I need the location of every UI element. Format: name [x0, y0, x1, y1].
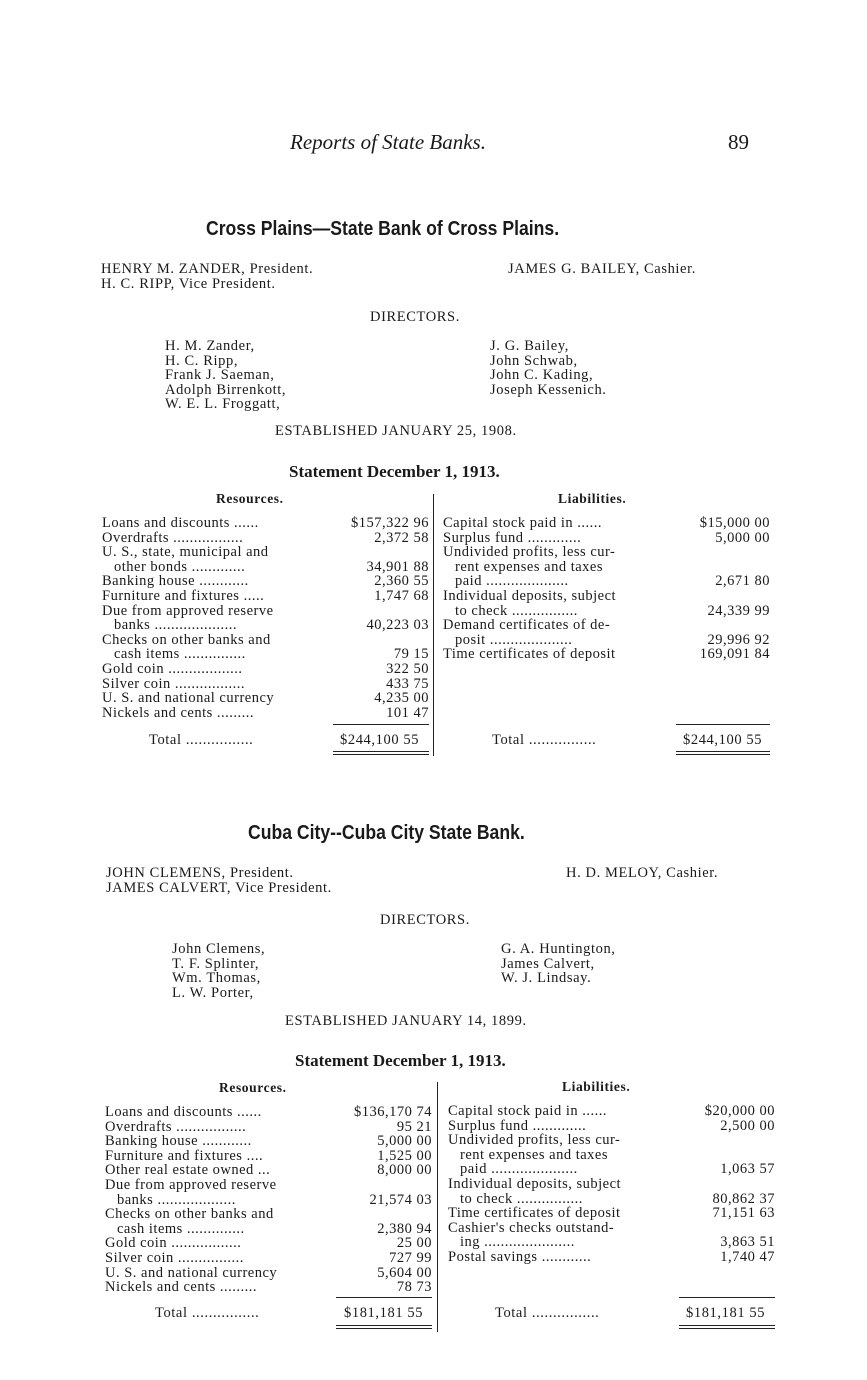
- established-date: ESTABLISHED JANUARY 25, 1908.: [275, 423, 517, 439]
- row-amount: $20,000 00: [704, 1103, 775, 1119]
- row-label: Overdrafts .................: [105, 1118, 247, 1135]
- ledger-row: [102, 560, 429, 575]
- ledger-row: [448, 1250, 775, 1265]
- row-amount: 2,500 00: [720, 1117, 775, 1134]
- row-label: other bonds .............: [114, 558, 246, 575]
- directors-left: [172, 942, 265, 1000]
- row-label: paid .....................: [460, 1161, 578, 1178]
- row-amount: 34,901 88: [366, 558, 429, 575]
- bank-title: Cuba City--Cuba City State Bank.: [248, 822, 525, 844]
- row-label: Time certificates of deposit: [443, 646, 616, 663]
- subtotal-rule: [676, 724, 770, 725]
- ledger-row: [105, 1251, 432, 1266]
- liabilities-heading: Liabilities.: [558, 491, 627, 506]
- row-amount: $15,000 00: [699, 515, 770, 531]
- ledger-row: [102, 677, 429, 692]
- resources-heading: Resources.: [216, 491, 284, 506]
- row-label: Gold coin .................: [105, 1235, 242, 1252]
- row-amount: 101 47: [386, 704, 429, 721]
- row-amount: 5,000 00: [715, 529, 770, 546]
- row-amount: 2,360 55: [374, 573, 429, 590]
- officer-president: HENRY M. ZANDER, President.: [101, 261, 314, 277]
- statement-heading: Statement December 1, 1913.: [295, 1051, 506, 1070]
- ledger-row: [443, 531, 770, 546]
- row-label: paid ....................: [455, 573, 569, 590]
- bank-title: Cross Plains—State Bank of Cross Plains.: [206, 218, 560, 240]
- row-label: to check ................: [455, 602, 578, 619]
- ledger-row: [102, 706, 429, 721]
- ledger-row: [105, 1236, 432, 1251]
- ledger-row: [102, 618, 429, 633]
- column-divider: [437, 1082, 438, 1332]
- row-amount: 2,380 94: [377, 1220, 432, 1237]
- ledger-row: [105, 1222, 432, 1237]
- ledger-row: [443, 633, 770, 648]
- double-rule: [333, 751, 429, 755]
- director: W. J. Lindsay.: [501, 970, 592, 987]
- row-amount: 3,863 51: [720, 1234, 775, 1251]
- statement-heading: Statement December 1, 1913.: [289, 462, 500, 481]
- ledger-row: [105, 1134, 432, 1149]
- row-label: Surplus fund .............: [448, 1117, 587, 1134]
- ledger-row: [105, 1207, 432, 1222]
- subtotal-rule: [336, 1297, 432, 1298]
- director: Adolph Birrenkott,: [165, 381, 287, 398]
- row-label: Nickels and cents .........: [105, 1279, 258, 1296]
- ledger-row: [443, 618, 770, 633]
- officer-cashier: JAMES G. BAILEY, Cashier.: [508, 261, 696, 277]
- director: H. C. Ripp,: [165, 352, 239, 369]
- row-label: Overdrafts .................: [102, 529, 244, 546]
- ledger-row: [105, 1280, 432, 1295]
- row-label: Time certificates of deposit: [448, 1205, 621, 1222]
- director: J. G. Bailey,: [490, 338, 569, 354]
- ledger-row: [105, 1149, 432, 1164]
- row-amount: 80,862 37: [712, 1190, 775, 1207]
- row-label: rent expenses and taxes: [460, 1146, 608, 1163]
- ledger-row: [105, 1105, 432, 1120]
- row-amount: 2,671 80: [715, 573, 770, 590]
- row-amount: 1,063 57: [720, 1161, 775, 1178]
- row-amount: 95 21: [396, 1118, 432, 1135]
- row-amount: 71,151 63: [712, 1205, 775, 1222]
- ledger-row: [448, 1162, 775, 1177]
- officer-cashier: H. D. MELOY, Cashier.: [566, 865, 719, 881]
- ledger-row: [105, 1266, 432, 1281]
- ledger-row: [102, 604, 429, 619]
- row-label: Demand certificates of de-: [443, 617, 611, 634]
- row-amount: 2,372 58: [374, 529, 429, 546]
- row-label: cash items ...............: [114, 646, 246, 663]
- row-label: Individual deposits, subject: [443, 587, 617, 604]
- ledger-row: [102, 633, 429, 648]
- ledger-row: [448, 1206, 775, 1221]
- row-label: U. S., state, municipal and: [102, 544, 269, 561]
- total-liabilities: $244,100 55: [683, 732, 763, 748]
- row-label: Loans and discounts ......: [105, 1104, 262, 1120]
- row-label: posit ....................: [455, 631, 573, 648]
- row-amount: 78 73: [396, 1279, 432, 1296]
- ledger-row: [443, 545, 770, 560]
- ledger-row: [102, 531, 429, 546]
- row-amount: 5,604 00: [377, 1264, 432, 1281]
- row-label: Other real estate owned ...: [105, 1162, 271, 1179]
- officers-left: [101, 262, 313, 291]
- director: G. A. Huntington,: [501, 941, 616, 957]
- row-amount: 24,339 99: [707, 602, 770, 619]
- row-amount: $157,322 96: [351, 515, 429, 531]
- row-label: Undivided profits, less cur-: [448, 1132, 621, 1149]
- officer-president: JOHN CLEMENS, President.: [106, 865, 294, 881]
- row-amount: 21,574 03: [369, 1191, 432, 1208]
- ledger-row: [448, 1104, 775, 1119]
- row-label: U. S. and national currency: [102, 690, 275, 707]
- ledger-row: [448, 1177, 775, 1192]
- ledger-row: [443, 589, 770, 604]
- row-label: Due from approved reserve: [102, 602, 274, 619]
- row-amount: 1,525 00: [377, 1147, 432, 1164]
- double-rule: [336, 1325, 432, 1329]
- director: L. W. Porter,: [172, 984, 254, 1001]
- row-label: Postal savings ............: [448, 1248, 592, 1265]
- ledger-row: [102, 574, 429, 589]
- ledger-row: [443, 560, 770, 575]
- ledger-row: [102, 516, 429, 531]
- row-amount: $136,170 74: [354, 1104, 432, 1120]
- running-head-title: Reports of State Banks.: [290, 130, 486, 154]
- row-label: Capital stock paid in ......: [448, 1103, 607, 1119]
- officers-left: [106, 866, 332, 895]
- row-label: ing ......................: [460, 1234, 575, 1251]
- liabilities-table: [448, 1104, 775, 1265]
- director: Wm. Thomas,: [172, 970, 261, 987]
- row-amount: 8,000 00: [377, 1162, 432, 1179]
- ledger-row: [448, 1235, 775, 1250]
- resources-table: [102, 516, 429, 720]
- director: W. E. L. Froggatt,: [165, 396, 281, 413]
- row-label: Checks on other banks and: [102, 631, 271, 648]
- double-rule: [676, 751, 770, 755]
- row-label: Surplus fund .............: [443, 529, 582, 546]
- row-label: U. S. and national currency: [105, 1264, 278, 1281]
- row-label: Silver coin ................: [105, 1249, 244, 1266]
- ledger-row: [105, 1163, 432, 1178]
- column-divider: [433, 494, 434, 756]
- row-label: Undivided profits, less cur-: [443, 544, 616, 561]
- row-amount: 433 75: [386, 675, 429, 692]
- ledger-row: [443, 516, 770, 531]
- ledger-row: [102, 662, 429, 677]
- row-amount: 169,091 84: [699, 646, 770, 663]
- ledger-row: [448, 1221, 775, 1236]
- row-label: Cashier's checks outstand-: [448, 1219, 615, 1236]
- directors-right: [490, 339, 607, 397]
- row-label: Capital stock paid in ......: [443, 515, 602, 531]
- row-amount: 25 00: [396, 1235, 432, 1252]
- row-label: Due from approved reserve: [105, 1176, 277, 1193]
- director: Frank J. Saeman,: [165, 367, 275, 384]
- resources-heading: Resources.: [219, 1080, 287, 1095]
- director: John Schwab,: [490, 352, 578, 369]
- ledger-row: [448, 1119, 775, 1134]
- liabilities-table: [443, 516, 770, 662]
- ledger-row: [105, 1193, 432, 1208]
- ledger-row: [105, 1120, 432, 1135]
- row-amount: 1,740 47: [720, 1248, 775, 1265]
- row-amount: 29,996 92: [707, 631, 770, 648]
- ledger-row: [448, 1133, 775, 1148]
- row-amount: 322 50: [386, 660, 429, 677]
- directors-left: [165, 339, 286, 412]
- row-label: Individual deposits, subject: [448, 1175, 622, 1192]
- director: John C. Kading,: [490, 367, 594, 384]
- row-label: Furniture and fixtures ....: [105, 1147, 264, 1164]
- double-rule: [679, 1325, 775, 1329]
- row-amount: 5,000 00: [377, 1133, 432, 1150]
- row-label: Banking house ............: [102, 573, 249, 590]
- row-amount: 4,235 00: [374, 690, 429, 707]
- established-date: ESTABLISHED JANUARY 14, 1899.: [285, 1013, 527, 1029]
- total-resources: $181,181 55: [344, 1305, 424, 1321]
- ledger-row: [105, 1178, 432, 1193]
- row-label: Loans and discounts ......: [102, 515, 259, 531]
- director: Joseph Kessenich.: [490, 381, 607, 398]
- row-amount: 40,223 03: [366, 617, 429, 634]
- ledger-row: [448, 1148, 775, 1163]
- total-resources: $244,100 55: [340, 732, 420, 748]
- subtotal-rule: [333, 724, 429, 725]
- ledger-row: [448, 1192, 775, 1207]
- row-label: Gold coin ..................: [102, 660, 243, 677]
- row-label: Silver coin .................: [102, 675, 245, 692]
- page-number: 89: [728, 130, 749, 154]
- director: James Calvert,: [501, 955, 595, 972]
- row-label: Nickels and cents .........: [102, 704, 255, 721]
- row-label: banks ...................: [117, 1191, 236, 1208]
- ledger-row: [102, 545, 429, 560]
- officer-vice-president: JAMES CALVERT, Vice President.: [106, 879, 332, 896]
- row-amount: 727 99: [389, 1249, 432, 1266]
- row-label: Furniture and fixtures .....: [102, 587, 265, 604]
- total-label: Total ................: [149, 732, 254, 748]
- total-label: Total ................: [495, 1305, 600, 1321]
- subtotal-rule: [679, 1297, 775, 1298]
- director: John Clemens,: [172, 941, 266, 957]
- ledger-row: [102, 647, 429, 662]
- ledger-row: [443, 574, 770, 589]
- total-label: Total ................: [155, 1305, 260, 1321]
- ledger-row: [443, 604, 770, 619]
- ledger-row: [102, 589, 429, 604]
- resources-table: [105, 1105, 432, 1295]
- director: H. M. Zander,: [165, 338, 255, 354]
- row-amount: 1,747 68: [374, 587, 429, 604]
- directors-right: [501, 942, 616, 986]
- director: T. F. Splinter,: [172, 955, 260, 972]
- row-label: to check ................: [460, 1190, 583, 1207]
- officer-vice-president: H. C. RIPP, Vice President.: [101, 275, 276, 292]
- row-label: banks ....................: [114, 617, 237, 634]
- liabilities-heading: Liabilities.: [562, 1079, 631, 1094]
- total-label: Total ................: [492, 732, 597, 748]
- row-label: rent expenses and taxes: [455, 558, 603, 575]
- row-label: Checks on other banks and: [105, 1206, 274, 1223]
- directors-heading: DIRECTORS.: [380, 912, 470, 928]
- row-label: cash items ..............: [117, 1220, 245, 1237]
- row-label: Banking house ............: [105, 1133, 252, 1150]
- total-liabilities: $181,181 55: [686, 1305, 766, 1321]
- ledger-row: [443, 647, 770, 662]
- ledger-row: [102, 691, 429, 706]
- row-amount: 79 15: [393, 646, 429, 663]
- directors-heading: DIRECTORS.: [370, 309, 460, 325]
